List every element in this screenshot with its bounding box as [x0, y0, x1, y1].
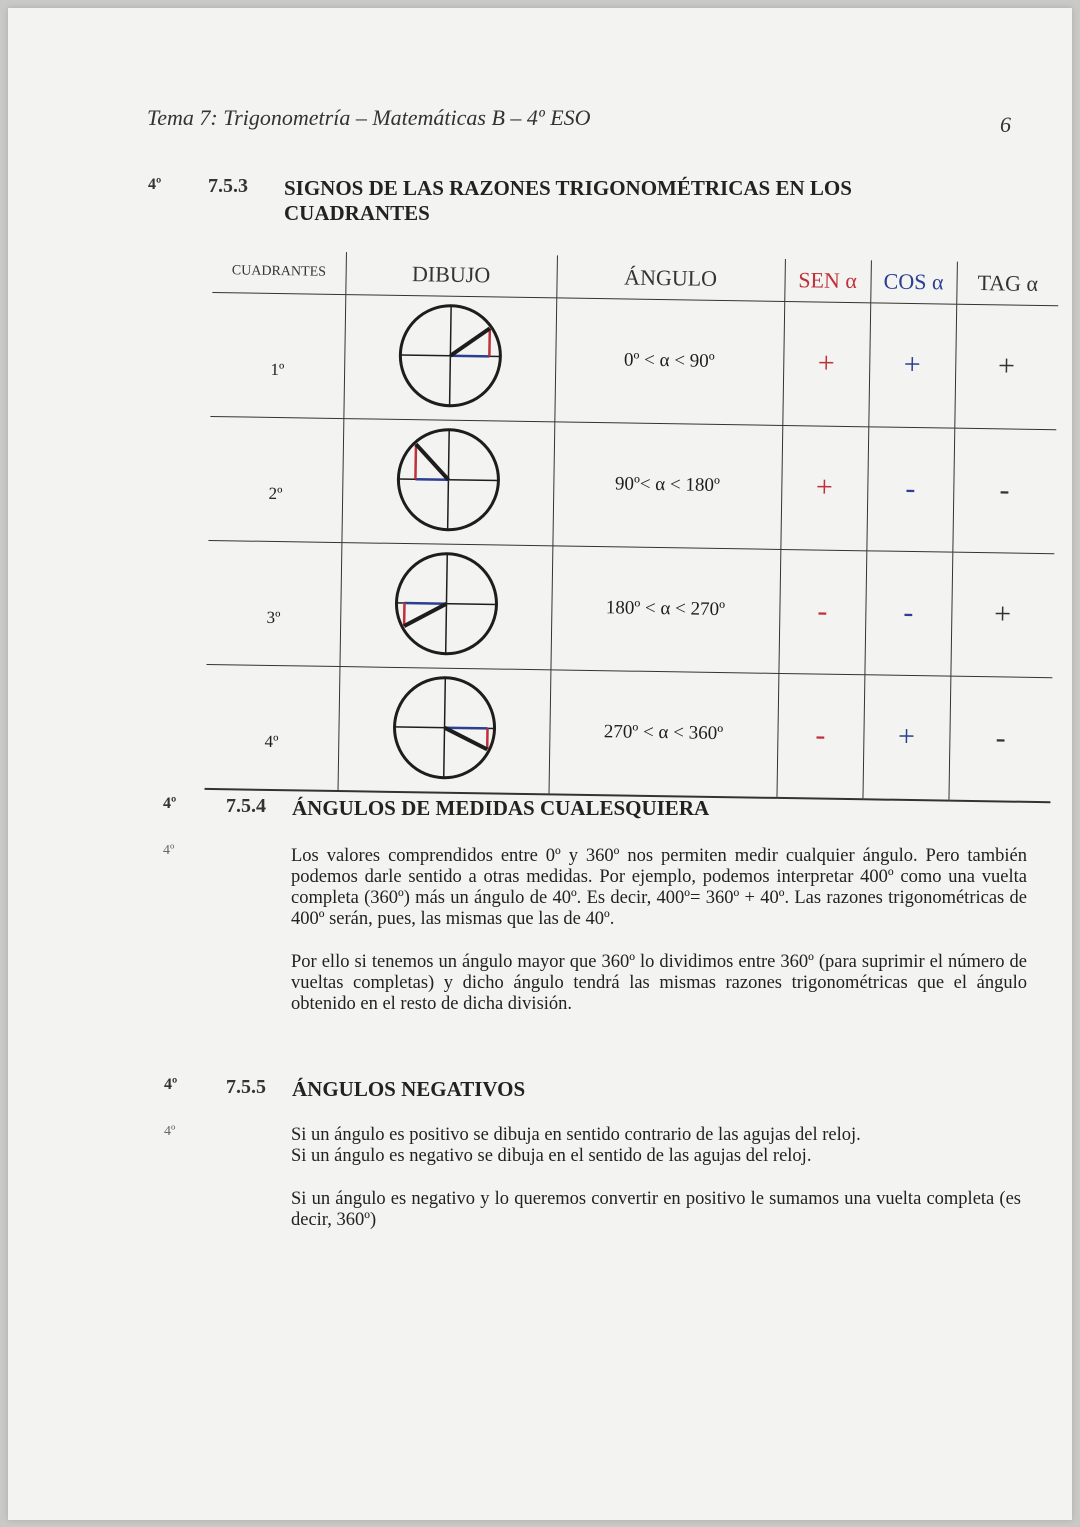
tan-sign: +: [950, 552, 1054, 678]
cos-sign: +: [862, 675, 950, 801]
quadrant-cell: [205, 664, 340, 791]
quadrant-cell: [206, 540, 341, 666]
quadrant-label: 3º: [266, 608, 281, 628]
header-angle: ÁNGULO: [556, 255, 785, 301]
sin-sign: -: [778, 549, 866, 674]
section-number-755: 7.5.5: [226, 1076, 266, 1098]
quadrant-cell: [210, 292, 345, 418]
header-cos: COS α: [870, 260, 957, 304]
section-title-753-line2: CUADRANTES: [284, 201, 430, 225]
tan-sign: -: [948, 676, 1052, 802]
drawing-cell: [341, 419, 554, 546]
section-number-753: 7.5.3: [208, 175, 248, 197]
page-number: 6: [1000, 112, 1011, 137]
header-sin: SEN α: [784, 259, 871, 303]
quadrant-label: 1º: [270, 360, 285, 380]
drawing-cell: [338, 666, 551, 794]
quadrant-label: 4º: [264, 732, 279, 752]
level-marker: 4º: [164, 1124, 176, 1139]
sin-sign: +: [780, 425, 868, 550]
angle-range: 180º < α < 270º: [550, 546, 780, 674]
section-755-body: [291, 1125, 1021, 1231]
cos-sign: -: [864, 551, 952, 676]
section-title-753-line1: SIGNOS DE LAS RAZONES TRIGONOMÉTRICAS EN LOS: [284, 176, 852, 200]
paragraph-line: Si un ángulo es negativo se dibuja en el sentido de las agujas del reloj.: [291, 1146, 812, 1166]
tan-sign: +: [954, 304, 1058, 430]
quadrant-label: 2º: [268, 484, 283, 504]
section-title-754: ÁNGULOS DE MEDIDAS CUALESQUIERA: [292, 796, 710, 820]
unit-circle-q3-diagram: [390, 548, 502, 660]
paragraph-line: Si un ángulo es positivo se dibuja en sentido contrario de las agujas del reloj.: [291, 1125, 861, 1145]
section-number-754: 7.5.4: [226, 795, 266, 817]
section-754-body: [291, 846, 1027, 1015]
quadrant-cell: [208, 416, 343, 542]
table-row: [210, 292, 1058, 429]
paragraph: Los valores comprendidos entre 0º y 360º nos permiten medir cualquier ángulo. Pero también podemos darle sentido a otras medidas. Por ejemplo, podemos interpretar 400º como una vuelta completa (360º) más un ángulo de 40º. Es decir, 400º= 360º + 40º. Las razones trigonométricas de 400º serán, pues, las mismas que las de 40º.: [291, 846, 1027, 929]
sin-sign: -: [776, 673, 864, 799]
drawing-cell: [339, 543, 552, 670]
level-marker: 4º: [163, 843, 175, 858]
table-row: [208, 416, 1056, 553]
header-drawing: DIBUJO: [345, 252, 557, 298]
section-title-753: [284, 176, 852, 226]
angle-range: 270º < α < 360º: [548, 670, 778, 798]
quadrant-signs-table: [205, 250, 1059, 803]
unit-circle-q4-diagram: [388, 672, 500, 784]
section-title-755: ÁNGULOS NEGATIVOS: [292, 1077, 526, 1101]
angle-range: 0º < α < 90º: [554, 298, 784, 426]
drawing-cell: [343, 295, 556, 422]
cos-sign: -: [866, 427, 954, 552]
header-quadrants: CUADRANTES: [212, 250, 346, 295]
cos-sign: +: [868, 303, 956, 428]
paragraph: Por ello si tenemos un ángulo mayor que 360º lo dividimos entre 360º (para suprimir el número de vueltas completas) y dicho ángulo tendrá las mismas razones trigonométricas que el ángulo obtenido en el resto de dicha división.: [291, 952, 1027, 1014]
level-marker: 4º: [164, 1076, 178, 1093]
page-header-title: Tema 7: Trigonometría – Matemáticas B – 4º ESO: [147, 105, 591, 130]
table-row: [206, 540, 1054, 677]
sin-sign: +: [782, 301, 870, 426]
unit-circle-q2-diagram: [392, 424, 504, 536]
paragraph: Si un ángulo es negativo y lo queremos convertir en positivo le sumamos una vuelta completa (es decir, 360º): [291, 1189, 1021, 1230]
unit-circle-q1-diagram: [394, 300, 506, 412]
level-marker: 4º: [148, 176, 162, 193]
tan-sign: -: [952, 428, 1056, 554]
header-tan: TAG α: [956, 262, 1059, 306]
angle-range: 90º< α < 180º: [552, 422, 782, 550]
table-row: [205, 664, 1053, 802]
level-marker: 4º: [163, 795, 177, 812]
